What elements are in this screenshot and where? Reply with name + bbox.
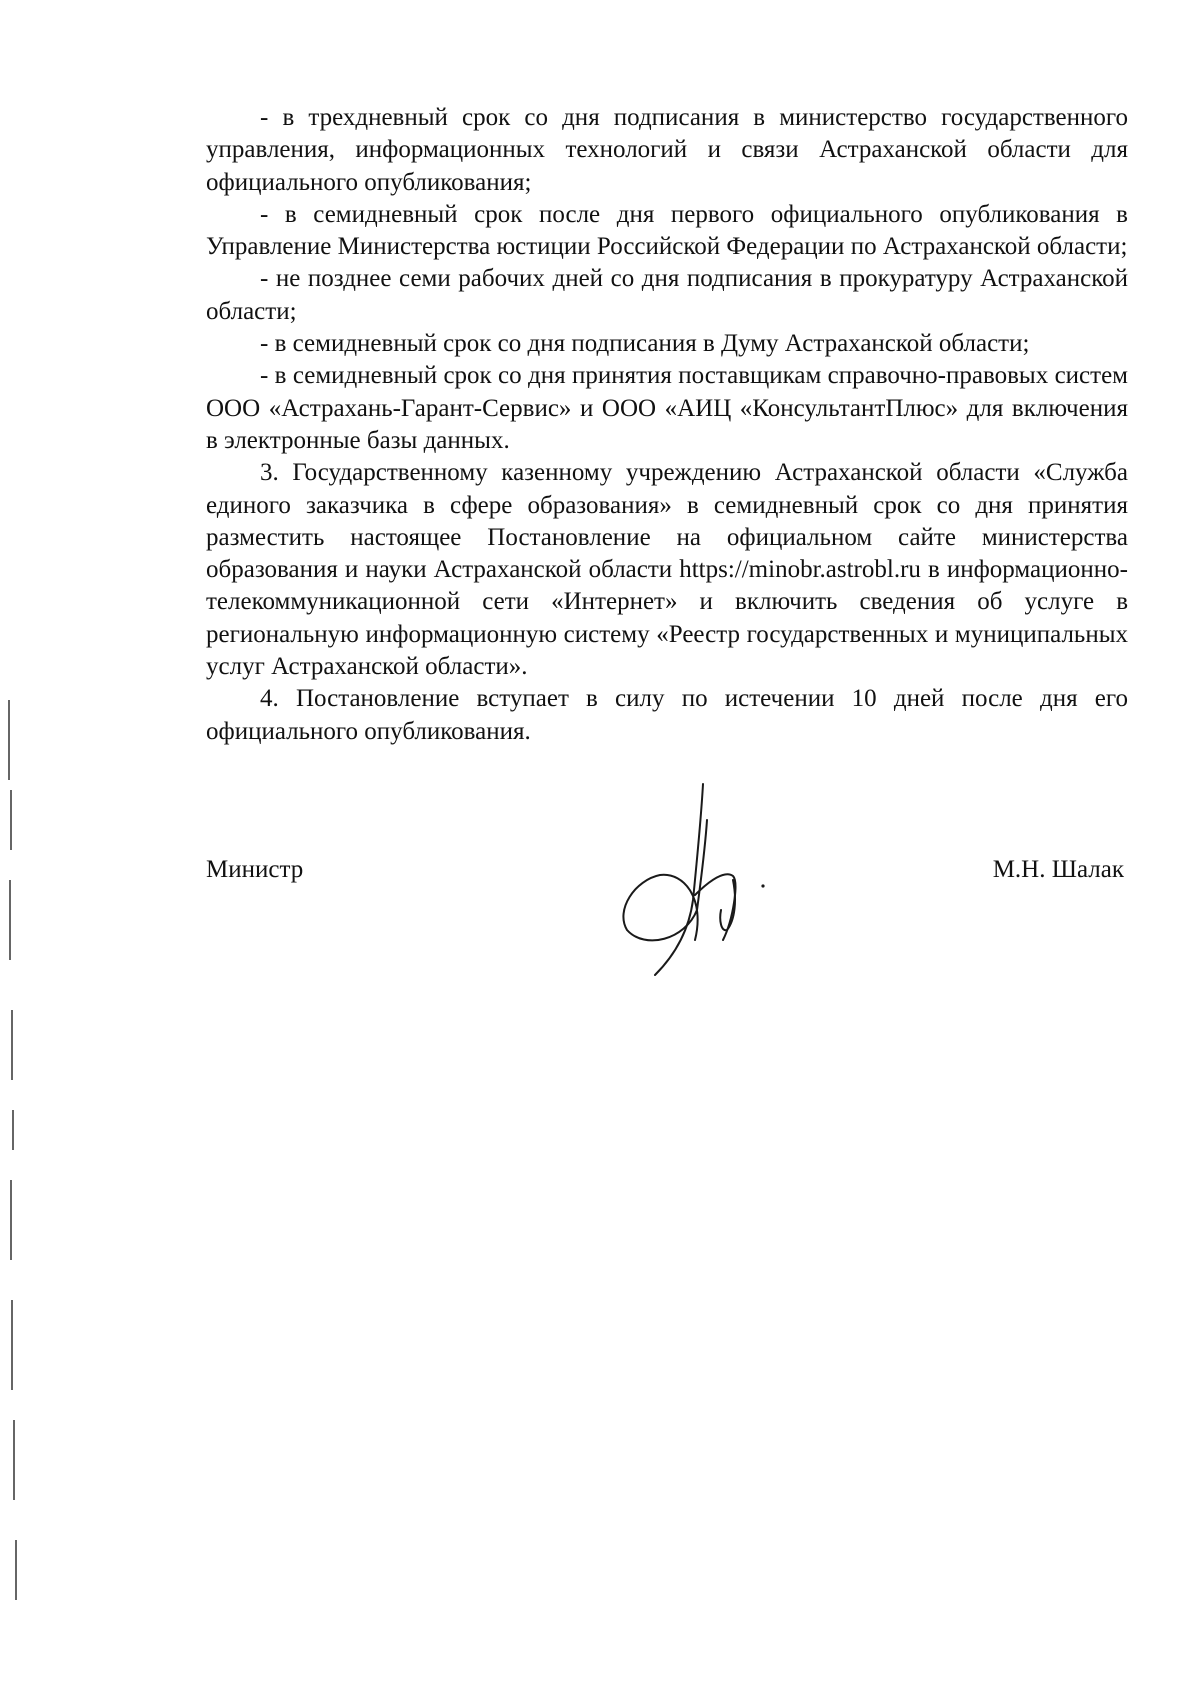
paragraph-item: - в семидневный срок после дня первого официального опубликования в Управление Министерства юстиции Российской Федерации по Астраханской области; [206, 200, 1128, 261]
signatory-name: М.Н. Шалак [992, 856, 1124, 883]
paragraph-item: - не позднее семи рабочих дней со дня подписания в прокуратуру Астраханской области; [206, 265, 1128, 325]
handwritten-signature [615, 780, 785, 990]
paragraph-item: 4. Постановление вступает в силу по истечении 10 дней после дня его официального опубликования. [206, 685, 1128, 745]
document-body [206, 102, 1128, 748]
paragraph-item: 3. Государственному казенному учреждению Астраханской области «Служба единого заказчика в сфере образования» в семидневный срок со дня принятия разместить настоящее Постановление на официальном сайте министерства образования и науки Астраханской области https://minobr.astrobl.ru в информационно-телекоммуникационной сети «Интернет» и включить сведения об услуге в региональную информационную систему «Реестр государственных и муниципальных услуг Астраханской области». [206, 459, 1128, 681]
paragraph-item: - в трехдневный срок со дня подписания в министерство государственного управления, информационных технологий и связи Астраханской области для официального опубликования; [206, 104, 1128, 196]
scan-edge-marks [0, 0, 30, 1697]
position-title: Министр [206, 856, 304, 883]
paragraph-item: - в семидневный срок со дня подписания в Думу Астраханской области; [260, 330, 1030, 358]
paragraph-item: - в семидневный срок со дня принятия поставщикам справочно-правовых систем ООО «Астрахань-Гарант-Сервис» и ООО «АИЦ «КонсультантПлюс» для включения в электронные базы данных. [206, 362, 1128, 454]
